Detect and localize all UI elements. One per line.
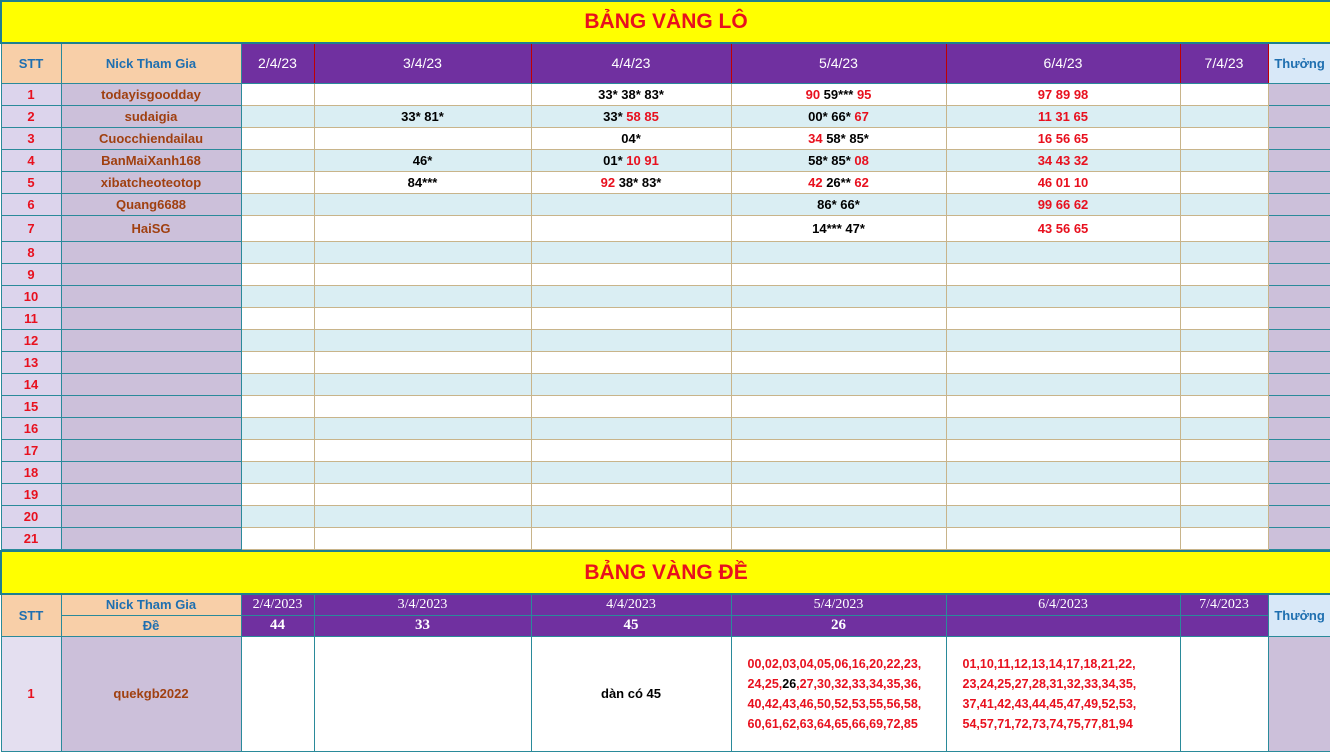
thuong-cell[interactable]	[1268, 285, 1330, 307]
nick-cell[interactable]: sudaigia	[61, 105, 241, 127]
result-number-red: 00,02,03,04,05,06,16,20,22,23, 24,25,	[747, 656, 922, 691]
date-cell[interactable]	[731, 483, 946, 505]
date-cell[interactable]	[1180, 193, 1268, 215]
date-cell[interactable]	[314, 263, 531, 285]
date-cell[interactable]	[946, 215, 1180, 241]
date-cell[interactable]	[731, 461, 946, 483]
thuong-cell[interactable]	[1268, 241, 1330, 263]
stt-cell[interactable]: 3	[1, 127, 61, 149]
de-result[interactable]: 44	[241, 615, 314, 636]
date-cell[interactable]	[531, 483, 731, 505]
date-cell[interactable]	[731, 105, 946, 127]
result-number: 26	[782, 676, 797, 691]
date-cell[interactable]	[946, 241, 1180, 263]
result-number-red: 08	[854, 152, 869, 168]
result-number: 46*	[412, 152, 433, 168]
date-cell[interactable]	[1180, 307, 1268, 329]
de-row	[1, 636, 1330, 751]
date-cell[interactable]	[731, 329, 946, 351]
date-cell[interactable]	[531, 636, 731, 751]
date-cell[interactable]	[241, 373, 314, 395]
nick-cell[interactable]: Quang6688	[61, 193, 241, 215]
nick-cell[interactable]: Cuocchiendailau	[61, 127, 241, 149]
stt-cell[interactable]: 21	[1, 527, 61, 549]
de-result[interactable]: 45	[531, 615, 731, 636]
stt-cell[interactable]: 20	[1, 505, 61, 527]
result-number-red: 90	[805, 86, 821, 102]
date-cell[interactable]	[314, 149, 531, 171]
date-cell[interactable]	[531, 329, 731, 351]
lo-row	[1, 483, 1330, 505]
nick-cell[interactable]: HaiSG	[61, 215, 241, 241]
date-cell[interactable]	[531, 193, 731, 215]
date-cell[interactable]	[241, 417, 314, 439]
lo-row	[1, 263, 1330, 285]
result-number: 00* 66*	[808, 108, 855, 124]
date-cell[interactable]	[314, 373, 531, 395]
thuong-cell[interactable]	[1268, 505, 1330, 527]
date-cell[interactable]	[946, 351, 1180, 373]
thuong-cell[interactable]	[1268, 149, 1330, 171]
date-cell[interactable]	[731, 263, 946, 285]
nick-cell[interactable]	[61, 351, 241, 373]
result-number-red: 42	[808, 174, 823, 190]
date-cell[interactable]	[731, 527, 946, 549]
date-cell[interactable]	[946, 263, 1180, 285]
result-number-red: 01,10,11,12,13,14,17,18,21,22, 23,24,25,27,28,31,32,33,34,35, 37,41,42,43,44,45,47,49,52,53, 54,57,71,72,73,74,75,77,81,94	[962, 656, 1137, 731]
date-cell[interactable]	[1180, 505, 1268, 527]
date-cell[interactable]	[531, 527, 731, 549]
date-cell[interactable]	[731, 149, 946, 171]
date-cell[interactable]	[946, 171, 1180, 193]
date-cell[interactable]	[1180, 127, 1268, 149]
result-number-red: 62	[854, 174, 869, 190]
result-number: 33* 38* 83*	[598, 86, 664, 102]
date-cell[interactable]	[241, 351, 314, 373]
de-header-nick[interactable]: Nick Tham Gia	[61, 594, 241, 615]
date-cell[interactable]	[314, 417, 531, 439]
date-cell[interactable]	[946, 439, 1180, 461]
thuong-cell[interactable]	[1268, 83, 1330, 105]
date-cell[interactable]	[946, 127, 1180, 149]
stt-cell[interactable]: 1	[1, 636, 61, 751]
date-cell[interactable]	[241, 241, 314, 263]
date-cell[interactable]	[731, 127, 946, 149]
date-cell[interactable]	[946, 417, 1180, 439]
date-cell[interactable]	[314, 461, 531, 483]
stt-cell[interactable]: 14	[1, 373, 61, 395]
date-cell[interactable]	[531, 439, 731, 461]
lo-row	[1, 351, 1330, 373]
stt-cell[interactable]: 9	[1, 263, 61, 285]
date-cell[interactable]	[946, 285, 1180, 307]
date-cell[interactable]	[1180, 351, 1268, 373]
date-cell[interactable]	[731, 351, 946, 373]
nick-cell[interactable]	[61, 505, 241, 527]
date-cell[interactable]	[1180, 373, 1268, 395]
stt-cell[interactable]: 1	[1, 83, 61, 105]
date-cell[interactable]	[531, 263, 731, 285]
date-cell[interactable]	[731, 215, 946, 241]
date-cell[interactable]	[946, 149, 1180, 171]
date-cell[interactable]	[946, 505, 1180, 527]
thuong-cell[interactable]	[1268, 483, 1330, 505]
date-cell[interactable]	[314, 636, 531, 751]
stt-cell[interactable]: 6	[1, 193, 61, 215]
date-cell[interactable]	[1180, 417, 1268, 439]
thuong-cell[interactable]	[1268, 373, 1330, 395]
lo-row	[1, 285, 1330, 307]
thuong-cell[interactable]	[1268, 127, 1330, 149]
stt-cell[interactable]: 4	[1, 149, 61, 171]
result-number-red: 46 01 10	[1037, 174, 1089, 190]
nick-cell[interactable]	[61, 241, 241, 263]
date-cell[interactable]	[946, 483, 1180, 505]
result-number: 33* 81*	[401, 108, 444, 124]
result-number-red: 11 31 65	[1038, 108, 1088, 124]
result-number: 59***	[820, 86, 857, 102]
date-cell[interactable]	[241, 636, 314, 751]
date-cell[interactable]	[1180, 483, 1268, 505]
date-cell[interactable]	[241, 105, 314, 127]
date-cell[interactable]	[241, 439, 314, 461]
date-cell[interactable]	[241, 263, 314, 285]
lo-row	[1, 307, 1330, 329]
de-result[interactable]: 26	[731, 615, 946, 636]
thuong-cell[interactable]	[1268, 395, 1330, 417]
lo-row	[1, 83, 1330, 105]
date-cell[interactable]	[531, 241, 731, 263]
date-cell[interactable]	[731, 417, 946, 439]
thuong-cell[interactable]	[1268, 439, 1330, 461]
date-cell[interactable]	[1180, 636, 1268, 751]
date-cell[interactable]	[1180, 461, 1268, 483]
thuong-cell[interactable]	[1268, 636, 1330, 751]
result-number: 33*	[603, 108, 627, 124]
date-cell[interactable]	[314, 329, 531, 351]
date-cell[interactable]	[1180, 395, 1268, 417]
result-number: 58* 85*	[822, 130, 869, 146]
date-cell[interactable]	[531, 127, 731, 149]
date-cell[interactable]	[531, 351, 731, 373]
date-cell[interactable]	[731, 395, 946, 417]
date-cell[interactable]	[731, 439, 946, 461]
result-number: 86* 66*	[817, 196, 860, 212]
thuong-cell[interactable]	[1268, 193, 1330, 215]
date-cell[interactable]	[531, 417, 731, 439]
lo-row	[1, 215, 1330, 241]
stt-cell[interactable]: 15	[1, 395, 61, 417]
result-number-red: 10 91	[626, 152, 659, 168]
date-cell[interactable]	[314, 483, 531, 505]
date-cell[interactable]	[531, 105, 731, 127]
date-cell[interactable]	[1180, 527, 1268, 549]
nick-cell[interactable]	[61, 439, 241, 461]
date-cell[interactable]	[731, 505, 946, 527]
date-cell[interactable]	[1180, 171, 1268, 193]
nick-cell[interactable]: BanMaiXanh168	[61, 149, 241, 171]
de-header-date[interactable]: 4/4/2023	[531, 594, 731, 615]
date-cell[interactable]	[241, 307, 314, 329]
result-number-red: 99 66 62	[1037, 196, 1089, 212]
date-cell[interactable]	[731, 307, 946, 329]
stt-cell[interactable]: 19	[1, 483, 61, 505]
date-cell[interactable]	[946, 395, 1180, 417]
nick-cell[interactable]	[61, 373, 241, 395]
stt-cell[interactable]: 18	[1, 461, 61, 483]
date-cell[interactable]	[314, 505, 531, 527]
result-number-red: 58 85	[626, 108, 659, 124]
lo-header-date[interactable]: 3/4/23	[314, 43, 531, 83]
lo-row	[1, 105, 1330, 127]
lo-row	[1, 241, 1330, 263]
date-cell[interactable]	[531, 171, 731, 193]
thuong-cell[interactable]	[1268, 215, 1330, 241]
date-cell[interactable]	[1180, 241, 1268, 263]
date-cell[interactable]	[731, 171, 946, 193]
stt-cell[interactable]: 2	[1, 105, 61, 127]
stt-cell[interactable]: 8	[1, 241, 61, 263]
de-header-thuong[interactable]: Thưởng	[1268, 594, 1330, 636]
date-cell[interactable]	[241, 527, 314, 549]
nick-cell[interactable]	[61, 461, 241, 483]
date-cell[interactable]	[731, 193, 946, 215]
bang-vang-de-table	[0, 550, 1330, 752]
stt-cell[interactable]: 17	[1, 439, 61, 461]
date-cell[interactable]	[531, 285, 731, 307]
date-cell[interactable]	[241, 193, 314, 215]
lo-header-date[interactable]: 6/4/23	[946, 43, 1180, 83]
date-cell[interactable]	[314, 193, 531, 215]
date-cell[interactable]	[946, 636, 1180, 751]
date-cell[interactable]	[531, 215, 731, 241]
lo-row	[1, 461, 1330, 483]
lo-row	[1, 527, 1330, 549]
date-cell[interactable]	[314, 351, 531, 373]
lo-header-nick[interactable]: Nick Tham Gia	[61, 43, 241, 83]
result-number: 26**	[822, 174, 855, 190]
date-cell[interactable]	[241, 83, 314, 105]
result-number: 38* 83*	[615, 174, 662, 190]
result-number-red: 95	[856, 86, 872, 102]
date-cell[interactable]	[241, 127, 314, 149]
date-cell[interactable]	[531, 307, 731, 329]
stt-cell[interactable]: 12	[1, 329, 61, 351]
nick-cell[interactable]	[61, 527, 241, 549]
thuong-cell[interactable]	[1268, 527, 1330, 549]
nick-cell[interactable]: xibatcheoteotop	[61, 171, 241, 193]
date-cell[interactable]	[531, 83, 731, 105]
de-header-date[interactable]: 2/4/2023	[241, 594, 314, 615]
result-number-red: 97 89 98	[1037, 86, 1089, 102]
date-cell[interactable]	[731, 636, 946, 751]
date-cell[interactable]	[241, 285, 314, 307]
thuong-cell[interactable]	[1268, 351, 1330, 373]
result-number: 01*	[603, 152, 627, 168]
date-cell[interactable]	[1180, 215, 1268, 241]
date-cell[interactable]	[531, 461, 731, 483]
de-header-date[interactable]: 6/4/2023	[946, 594, 1180, 615]
result-number-red: 92	[600, 174, 616, 190]
lo-row	[1, 329, 1330, 351]
date-cell[interactable]	[241, 215, 314, 241]
date-cell[interactable]	[314, 285, 531, 307]
stt-cell[interactable]: 16	[1, 417, 61, 439]
nick-cell[interactable]	[61, 307, 241, 329]
lo-row	[1, 395, 1330, 417]
de-header-date[interactable]: 3/4/2023	[314, 594, 531, 615]
date-cell[interactable]	[731, 83, 946, 105]
lo-header-date[interactable]: 4/4/23	[531, 43, 731, 83]
nick-cell[interactable]	[61, 395, 241, 417]
de-result[interactable]	[1180, 615, 1268, 636]
date-cell[interactable]	[531, 395, 731, 417]
date-cell[interactable]	[731, 241, 946, 263]
stt-cell[interactable]: 7	[1, 215, 61, 241]
date-cell[interactable]	[314, 527, 531, 549]
lo-header-thuong[interactable]: Thưởng	[1268, 43, 1330, 83]
lo-title[interactable]: BẢNG VÀNG LÔ	[1, 1, 1330, 43]
nick-cell[interactable]	[61, 285, 241, 307]
lo-row	[1, 505, 1330, 527]
de-result[interactable]: 33	[314, 615, 531, 636]
date-cell[interactable]	[241, 395, 314, 417]
date-cell[interactable]	[314, 241, 531, 263]
date-cell[interactable]	[531, 505, 731, 527]
date-cell[interactable]	[1180, 83, 1268, 105]
thuong-cell[interactable]	[1268, 263, 1330, 285]
stt-cell[interactable]: 5	[1, 171, 61, 193]
thuong-cell[interactable]	[1268, 461, 1330, 483]
date-cell[interactable]	[946, 461, 1180, 483]
lo-header-stt[interactable]: STT	[1, 43, 61, 83]
lo-row	[1, 417, 1330, 439]
lo-row	[1, 171, 1330, 193]
thuong-cell[interactable]	[1268, 417, 1330, 439]
date-cell[interactable]	[731, 373, 946, 395]
lo-header-date[interactable]: 2/4/23	[241, 43, 314, 83]
result-number-red: 67	[854, 108, 869, 124]
result-number-red: 34	[808, 130, 823, 146]
thuong-cell[interactable]	[1268, 105, 1330, 127]
date-cell[interactable]	[946, 83, 1180, 105]
date-cell[interactable]	[946, 329, 1180, 351]
stt-cell[interactable]: 10	[1, 285, 61, 307]
result-number: dàn có 45	[601, 686, 661, 701]
de-title[interactable]: BẢNG VÀNG ĐỀ	[1, 551, 1330, 594]
result-number-red: 43 56 65	[1037, 220, 1089, 236]
nick-cell[interactable]	[61, 329, 241, 351]
thuong-cell[interactable]	[1268, 329, 1330, 351]
nick-cell[interactable]	[61, 483, 241, 505]
date-cell[interactable]	[946, 105, 1180, 127]
lo-row	[1, 149, 1330, 171]
date-cell[interactable]	[946, 373, 1180, 395]
lo-row	[1, 373, 1330, 395]
date-cell[interactable]	[1180, 285, 1268, 307]
result-number: 14*** 47*	[812, 220, 865, 236]
date-cell[interactable]	[1180, 439, 1268, 461]
date-cell[interactable]	[531, 149, 731, 171]
date-cell[interactable]	[314, 215, 531, 241]
nick-cell[interactable]: quekgb2022	[61, 636, 241, 751]
date-cell[interactable]	[241, 149, 314, 171]
result-number: 84***	[407, 174, 438, 190]
de-header-stt[interactable]: STT	[1, 594, 61, 636]
nick-cell[interactable]	[61, 417, 241, 439]
date-cell[interactable]	[946, 307, 1180, 329]
date-cell[interactable]	[946, 193, 1180, 215]
date-cell[interactable]	[314, 307, 531, 329]
date-cell[interactable]	[241, 329, 314, 351]
stt-cell[interactable]: 11	[1, 307, 61, 329]
date-cell[interactable]	[314, 83, 531, 105]
thuong-cell[interactable]	[1268, 171, 1330, 193]
result-number-red: 16 56 65	[1037, 130, 1089, 146]
de-header-date[interactable]: 5/4/2023	[731, 594, 946, 615]
thuong-cell[interactable]	[1268, 307, 1330, 329]
date-cell[interactable]	[531, 373, 731, 395]
result-number-red: 34 43 32	[1037, 152, 1089, 168]
lo-header-date[interactable]: 5/4/23	[731, 43, 946, 83]
date-cell[interactable]	[946, 527, 1180, 549]
nick-cell[interactable]: todayisgoodday	[61, 83, 241, 105]
result-number: 58* 85*	[808, 152, 855, 168]
nick-cell[interactable]	[61, 263, 241, 285]
de-result[interactable]	[946, 615, 1180, 636]
date-cell[interactable]	[1180, 263, 1268, 285]
stt-cell[interactable]: 13	[1, 351, 61, 373]
result-number-red: ,27,30,32,33,34,35,36, 40,42,43,46,50,52,53,55,56,58, 60,61,62,63,64,65,66,69,72,85	[747, 676, 922, 731]
date-cell[interactable]	[314, 395, 531, 417]
de-header-de[interactable]: Đề	[61, 615, 241, 636]
lo-row	[1, 127, 1330, 149]
date-cell[interactable]	[314, 171, 531, 193]
date-cell[interactable]	[241, 483, 314, 505]
date-cell[interactable]	[1180, 105, 1268, 127]
lo-header-date[interactable]: 7/4/23	[1180, 43, 1268, 83]
lo-row	[1, 193, 1330, 215]
date-cell[interactable]	[1180, 149, 1268, 171]
date-cell[interactable]	[241, 171, 314, 193]
date-cell[interactable]	[314, 439, 531, 461]
date-cell[interactable]	[1180, 329, 1268, 351]
de-header-date[interactable]: 7/4/2023	[1180, 594, 1268, 615]
date-cell[interactable]	[314, 105, 531, 127]
lo-row	[1, 439, 1330, 461]
result-number: 04*	[621, 130, 641, 146]
date-cell[interactable]	[731, 285, 946, 307]
date-cell[interactable]	[241, 461, 314, 483]
date-cell[interactable]	[241, 505, 314, 527]
date-cell[interactable]	[314, 127, 531, 149]
